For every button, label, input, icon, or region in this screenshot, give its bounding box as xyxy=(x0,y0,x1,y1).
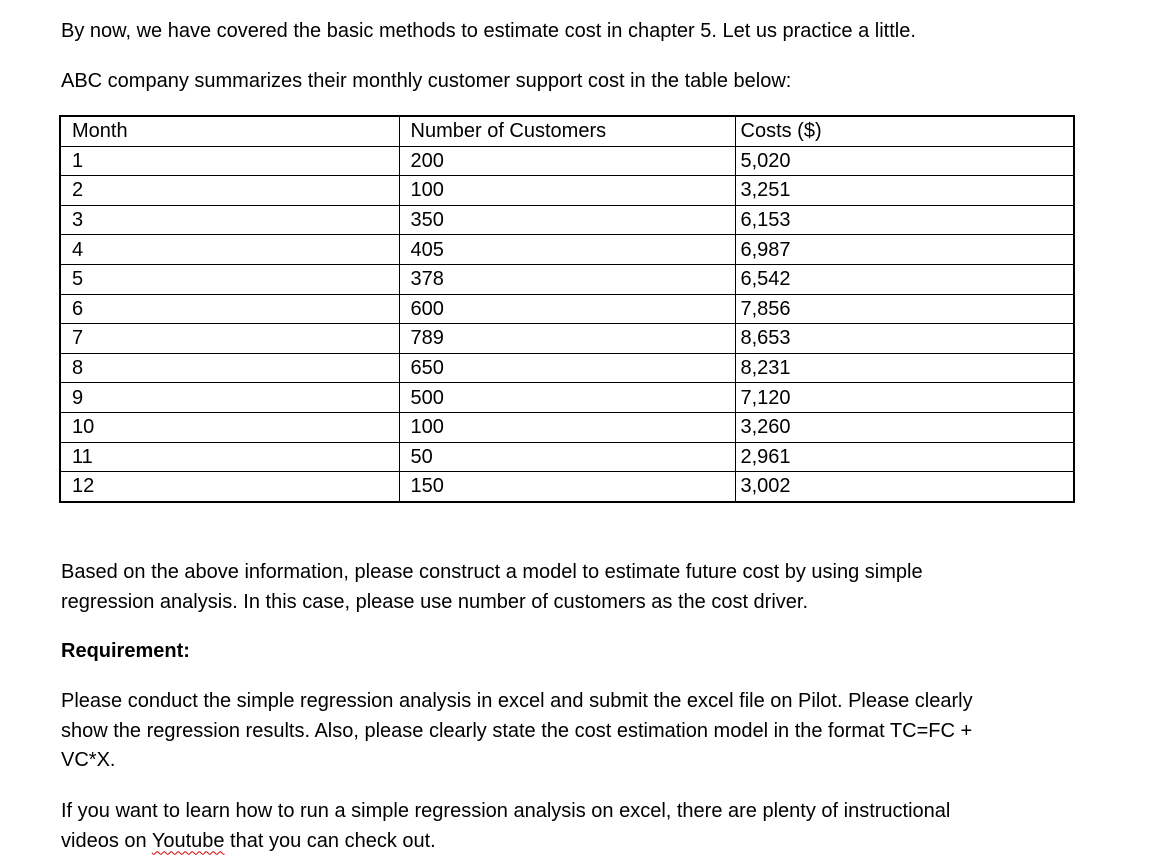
help-text-after: that you can check out. xyxy=(224,829,436,852)
cell-month: 5 xyxy=(60,264,399,294)
cell-month: 6 xyxy=(60,294,399,324)
cell-cost: 8,231 xyxy=(735,353,1074,383)
cell-customers: 378 xyxy=(399,264,735,294)
table-row xyxy=(60,146,1074,176)
cell-customers: 350 xyxy=(399,205,735,235)
cell-month: 10 xyxy=(60,412,399,442)
cell-month: 9 xyxy=(60,383,399,413)
table-row xyxy=(60,383,1074,413)
cell-cost: 3,260 xyxy=(735,412,1074,442)
table-row xyxy=(60,442,1074,472)
table-row xyxy=(60,324,1074,354)
cell-cost: 5,020 xyxy=(735,146,1074,176)
cell-customers: 500 xyxy=(399,383,735,413)
cell-month: 3 xyxy=(60,205,399,235)
intro-paragraph: By now, we have covered the basic methods to estimate cost in chapter 5. Let us practice a little. xyxy=(61,20,916,42)
cell-month: 8 xyxy=(60,353,399,383)
cell-month: 1 xyxy=(60,146,399,176)
cell-customers: 789 xyxy=(399,324,735,354)
table-row xyxy=(60,264,1074,294)
cell-customers: 405 xyxy=(399,235,735,265)
help-paragraph xyxy=(61,797,950,856)
cell-month: 12 xyxy=(60,472,399,502)
cell-customers: 200 xyxy=(399,146,735,176)
cell-customers: 650 xyxy=(399,353,735,383)
cell-month: 11 xyxy=(60,442,399,472)
cell-customers: 100 xyxy=(399,176,735,206)
table-row xyxy=(60,176,1074,206)
instruction-line: regression analysis. In this case, please use number of customers as the cost driver. xyxy=(61,590,809,613)
cell-cost: 3,002 xyxy=(735,472,1074,502)
youtube-spellcheck-word[interactable]: Youtube xyxy=(151,829,225,852)
requirement-heading: Requirement: xyxy=(61,640,190,662)
table-header-row xyxy=(60,116,1074,146)
help-line: If you want to learn how to run a simple regression analysis on excel, there are plenty of instructional xyxy=(61,800,951,822)
table-row xyxy=(60,235,1074,265)
requirement-line: Please conduct the simple regression analysis in excel and submit the excel file on Pilot. Please clearly xyxy=(61,690,973,712)
cell-customers: 50 xyxy=(399,442,735,472)
table-row xyxy=(60,205,1074,235)
cell-cost: 3,251 xyxy=(735,176,1074,206)
cell-customers: 100 xyxy=(399,412,735,442)
instruction-line: Based on the above information, please construct a model to estimate future cost by using simple xyxy=(61,561,923,583)
cell-cost: 7,856 xyxy=(735,294,1074,324)
header-customers: Number of Customers xyxy=(399,116,735,146)
table-row xyxy=(60,294,1074,324)
help-line xyxy=(61,827,950,856)
cell-month: 7 xyxy=(60,324,399,354)
header-month: Month xyxy=(60,116,399,146)
cell-cost: 7,120 xyxy=(735,383,1074,413)
table-row xyxy=(60,472,1074,502)
cell-customers: 150 xyxy=(399,472,735,502)
requirement-line: VC*X. xyxy=(61,749,116,771)
requirement-paragraph xyxy=(61,687,973,776)
cell-cost: 6,542 xyxy=(735,264,1074,294)
table-row xyxy=(60,412,1074,442)
cell-cost: 2,961 xyxy=(735,442,1074,472)
help-text-before: videos on xyxy=(61,829,152,852)
cell-cost: 6,987 xyxy=(735,235,1074,265)
cell-customers: 600 xyxy=(399,294,735,324)
requirement-line: show the regression results. Also, please clearly state the cost estimation model in the format TC=FC + xyxy=(61,719,973,742)
header-costs: Costs ($) xyxy=(735,116,1074,146)
summary-paragraph: ABC company summarizes their monthly customer support cost in the table below: xyxy=(61,70,792,92)
instruction-paragraph xyxy=(61,558,923,617)
cost-table xyxy=(59,115,1075,503)
cell-month: 4 xyxy=(60,235,399,265)
cell-cost: 8,653 xyxy=(735,324,1074,354)
cell-month: 2 xyxy=(60,176,399,206)
cell-cost: 6,153 xyxy=(735,205,1074,235)
table-row xyxy=(60,353,1074,383)
